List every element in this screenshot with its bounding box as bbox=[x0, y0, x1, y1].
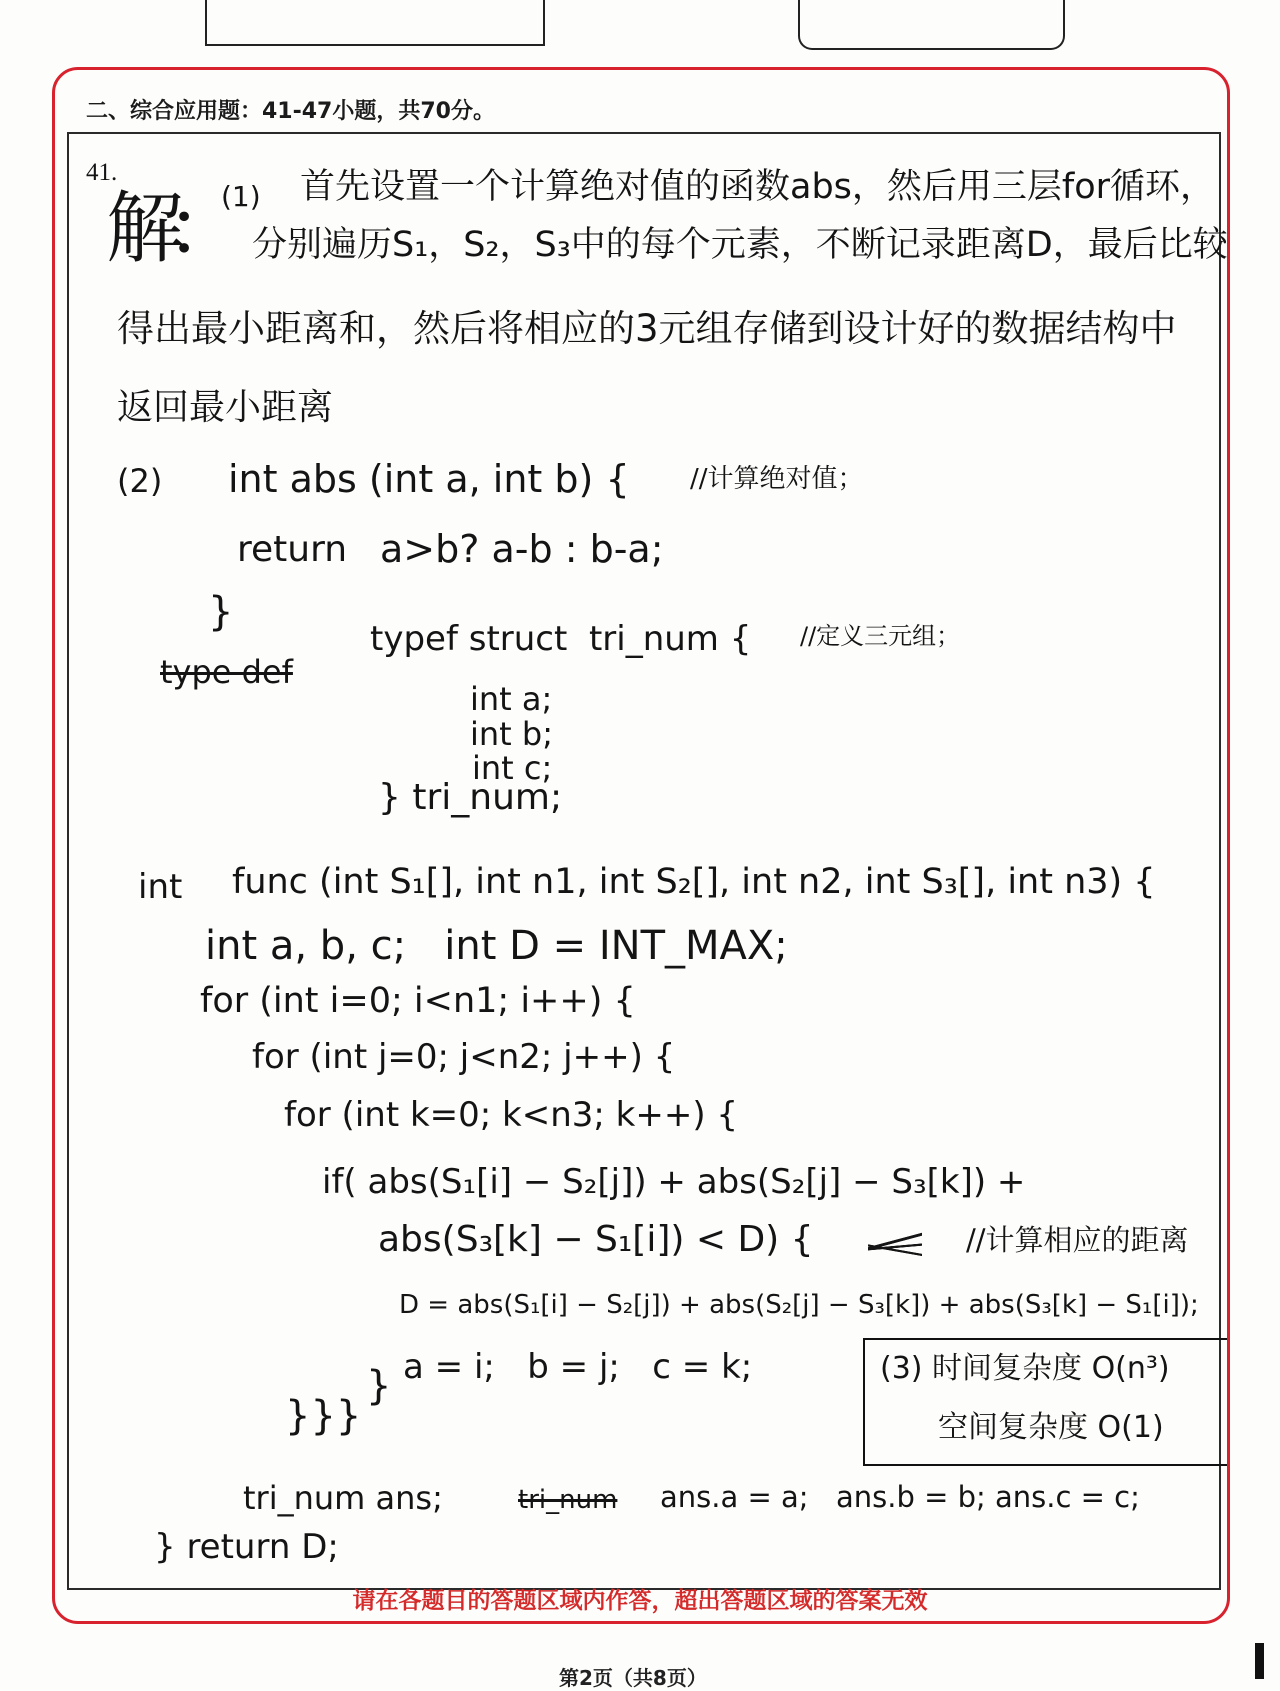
loop-j: for (int j=0; j<n2; j++) { bbox=[252, 1037, 676, 1077]
closing-brace: } bbox=[208, 589, 234, 635]
struct-field: int a; bbox=[470, 680, 553, 718]
section-title: 二、综合应用题：41-47小题，共70分。 bbox=[86, 99, 495, 124]
func-return-type: int bbox=[138, 867, 183, 907]
if-condition-line-2: abs(S₃[k] − S₁[i]) < D) { bbox=[378, 1219, 814, 1260]
struck-out-text: type def bbox=[160, 653, 293, 691]
part2-label: (2) bbox=[117, 462, 163, 500]
question-number: 41. bbox=[86, 159, 118, 186]
part1-line: 得出最小距离和，然后将相应的3元组存储到设计好的数据结构中 bbox=[117, 307, 1177, 350]
part1-line: 首先设置一个计算绝对值的函数abs，然后用三层for循环， bbox=[300, 167, 1216, 207]
space-complexity: 空间复杂度 O(1) bbox=[938, 1410, 1164, 1445]
margin-mark bbox=[1255, 1643, 1264, 1679]
variable-declaration: int a, b, c; int D = INT_MAX; bbox=[205, 923, 788, 969]
ans-declaration: tri_num ans; bbox=[243, 1479, 443, 1517]
struct-close: } tri_num; bbox=[378, 777, 563, 818]
part1-label: (1) bbox=[221, 180, 261, 213]
return-expression: a>b? a-b : b-a; bbox=[380, 527, 664, 571]
loop-i: for (int i=0; i<n1; i++) { bbox=[200, 981, 636, 1021]
abs-comment: //计算绝对值； bbox=[690, 464, 864, 494]
distance-assignment: D = abs(S₁[i] − S₂[j]) + abs(S₂[j] − S₃[k]) + abs(S₃[k] − S₁[i]); bbox=[399, 1290, 1199, 1320]
index-assignment: a = i; b = j; c = k; bbox=[403, 1347, 753, 1387]
func-signature: func (int S₁[], int n1, int S₂[], int n2, int S₃[], int n3) { bbox=[232, 862, 1156, 902]
loop-k: for (int k=0; k<n3; k++) { bbox=[284, 1095, 739, 1135]
struct-declaration: typef struct tri_num { bbox=[370, 619, 752, 659]
struck-out-text: tri_num bbox=[518, 1485, 618, 1515]
ans-assign-a: ans.a = a; bbox=[660, 1480, 809, 1514]
scribble-mark bbox=[868, 1230, 922, 1258]
top-left-box bbox=[205, 0, 545, 46]
closing-brace: } bbox=[366, 1363, 392, 1409]
time-complexity: (3) 时间复杂度 O(n³) bbox=[880, 1351, 1170, 1386]
struct-field: int c; bbox=[472, 749, 553, 787]
top-right-box bbox=[798, 0, 1065, 50]
final-return: } return D; bbox=[154, 1527, 339, 1567]
closing-braces: }}} bbox=[285, 1393, 362, 1439]
ans-assign-c: ans.c = c; bbox=[995, 1480, 1140, 1514]
if-condition-line-1: if( abs(S₁[i] − S₂[j]) + abs(S₂[j] − S₃[k]) + bbox=[322, 1162, 1026, 1202]
solution-mark: 解： bbox=[106, 184, 227, 274]
ans-assign-b: ans.b = b; bbox=[836, 1480, 986, 1514]
struct-field: int b; bbox=[470, 715, 553, 753]
distance-comment: //计算相应的距离 bbox=[966, 1223, 1189, 1257]
part1-line: 返回最小距离 bbox=[117, 387, 334, 428]
part1-line: 分别遍历S₁，S₂，S₃中的每个元素，不断记录距离D，最后比较 bbox=[252, 225, 1228, 265]
page-number: 第2页（共8页） bbox=[559, 1666, 707, 1690]
struct-comment: //定义三元组； bbox=[800, 622, 961, 650]
abs-function-signature: int abs (int a, int b) { bbox=[228, 457, 630, 501]
answer-area-notice: 请在各题目的答题区域内作答，超出答题区域的答案无效 bbox=[352, 1588, 928, 1614]
return-keyword: return bbox=[237, 529, 348, 570]
